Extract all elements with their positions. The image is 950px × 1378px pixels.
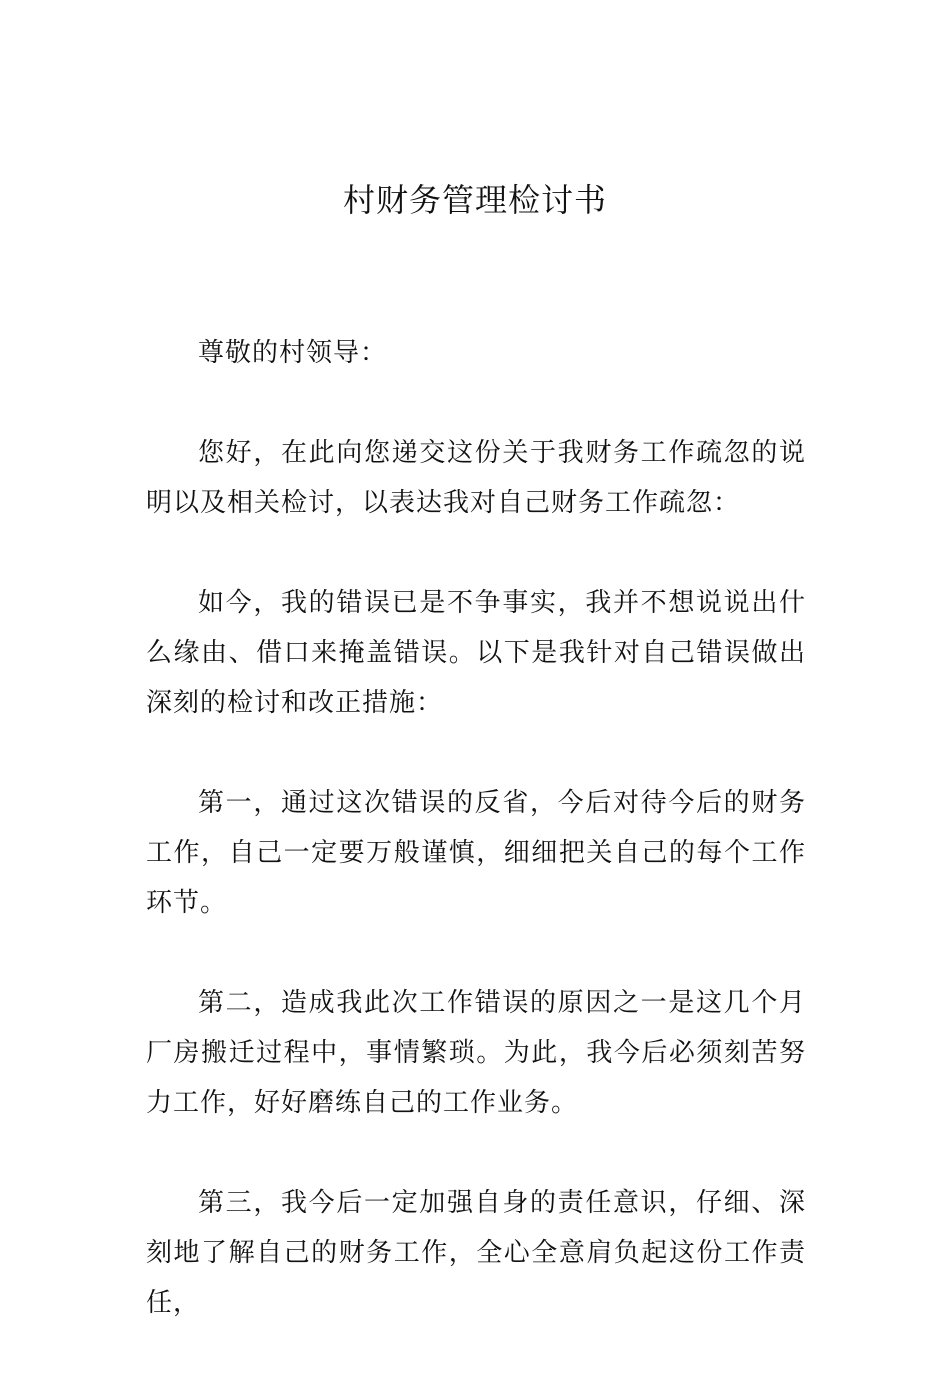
point-two-paragraph: 第二，造成我此次工作错误的原因之一是这几个月厂房搬迁过程中，事情繁琐。为此，我今后必须刻苦努力工作，好好磨练自己的工作业务。 — [146, 988, 806, 1118]
point-one-paragraph: 第一，通过这次错误的反省，今后对待今后的财务工作，自己一定要万般谨慎，细细把关自己的每个工作环节。 — [146, 788, 806, 918]
document-title: 村财务管理检讨书 — [342, 181, 607, 219]
admission-paragraph: 如今，我的错误已是不争事实，我并不想说说出什么缘由、借口来掩盖错误。以下是我针对自己错误做出深刻的检讨和改正措施： — [146, 588, 806, 718]
point-three-paragraph: 第三，我今后一定加强自身的责任意识，仔细、深刻地了解自己的财务工作，全心全意肩负起这份工作责任， — [146, 1188, 806, 1318]
document-body — [146, 328, 806, 1378]
greeting-paragraph: 您好，在此向您递交这份关于我财务工作疏忽的说明以及相关检讨，以表达我对自己财务工作疏忽： — [146, 438, 806, 518]
salutation-paragraph: 尊敬的村领导： — [198, 338, 388, 368]
